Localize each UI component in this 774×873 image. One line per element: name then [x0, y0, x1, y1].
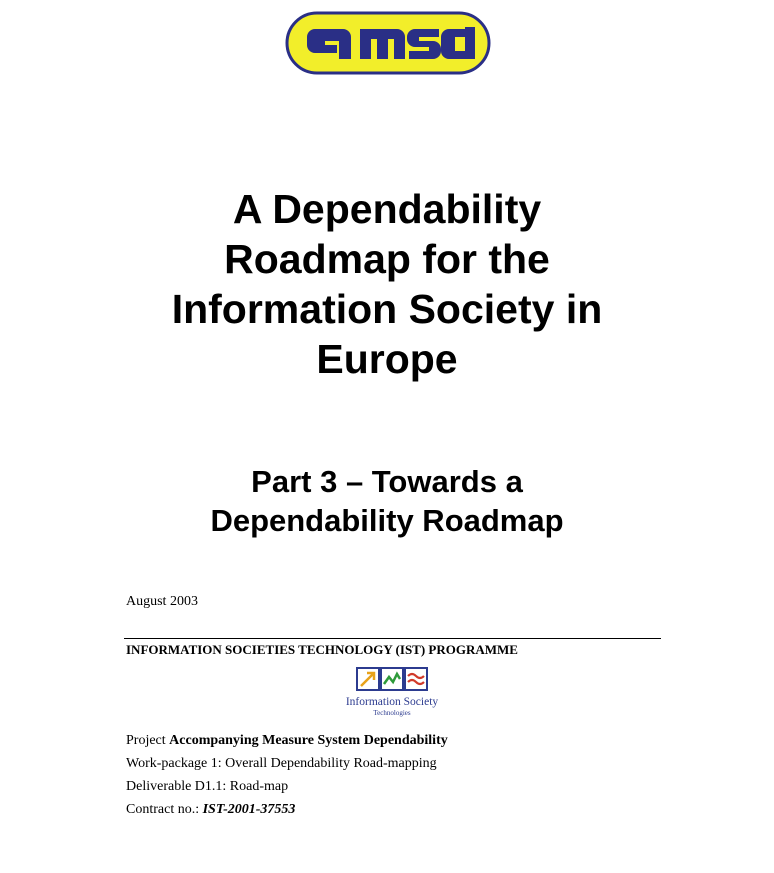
document-title	[0, 184, 774, 384]
subtitle-line: Dependability Roadmap	[210, 503, 564, 538]
subtitle-line: Part 3 – Towards a	[251, 464, 523, 499]
contract-prefix: Contract no.:	[126, 802, 203, 817]
ist-logo	[340, 667, 444, 719]
contract-number: IST-2001-37553	[202, 802, 296, 817]
document-subtitle	[0, 462, 774, 540]
programme-heading: INFORMATION SOCIETIES TECHNOLOGY (IST) PROGRAMME	[126, 642, 518, 657]
divider	[124, 638, 661, 639]
amsd-logo	[285, 11, 491, 75]
ist-logo-line2: Technologies	[373, 709, 411, 717]
project-name: Accompanying Measure System Dependability	[169, 733, 448, 748]
ist-logo-boxes	[357, 668, 427, 690]
title-line: A Dependability	[232, 186, 542, 232]
contract-line	[126, 802, 295, 818]
title-line: Roadmap for the	[224, 236, 550, 282]
ist-logo-line1: Information Society	[345, 696, 439, 708]
title-line: Europe	[316, 336, 458, 382]
workpackage-line: Work-package 1: Overall Dependability Road-mapping	[126, 756, 437, 771]
deliverable-line: Deliverable D1.1: Road-map	[126, 779, 289, 794]
project-line	[126, 733, 448, 749]
project-prefix: Project	[126, 733, 170, 748]
title-line: Information Society in	[171, 286, 603, 332]
document-date: August 2003	[126, 594, 198, 609]
